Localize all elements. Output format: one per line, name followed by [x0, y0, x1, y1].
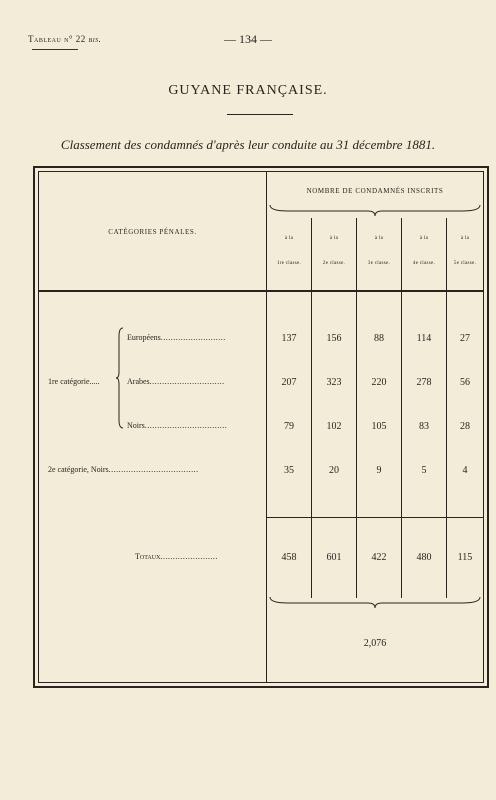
column-1-prefix: à la: [284, 236, 294, 241]
cell-arabes-3: 220: [371, 377, 387, 388]
cell-noirs-3: 105: [371, 421, 387, 432]
cell-noirs-4: 83: [419, 421, 429, 432]
row-header: CATÉGORIES PÉNALES.: [108, 228, 197, 236]
cell-noirs-5: 28: [460, 421, 470, 432]
cell-category-2-2: 20: [329, 465, 339, 476]
cell-category-2-3: 9: [376, 465, 382, 476]
table-reference-bis: bis.: [88, 34, 102, 44]
cell-arabes-1: 207: [281, 377, 297, 388]
cell-arabes-5: 56: [460, 377, 470, 388]
cell-category-2-4: 5: [421, 465, 427, 476]
group-brace: [268, 203, 482, 217]
cell-europeens-1: 137: [281, 333, 297, 344]
total-cell-1: 458: [281, 552, 297, 563]
grand-total: 2,076: [363, 638, 387, 649]
title-rule: [227, 114, 293, 115]
row-label-noirs: Noirs.................................: [127, 421, 228, 430]
col-divider-3: [401, 218, 402, 598]
page-title: GUYANE FRANÇAISE.: [168, 83, 328, 98]
col-divider-1: [311, 218, 312, 598]
cell-europeens-2: 156: [326, 333, 342, 344]
header-separator: [39, 290, 483, 292]
total-cell-4: 480: [416, 552, 432, 563]
totals-separator: [267, 517, 483, 518]
row-label-europeens: Européens..........................: [127, 333, 226, 342]
column-4-label: 4e classe.: [412, 261, 436, 266]
col-divider-2: [356, 218, 357, 598]
total-cell-2: 601: [326, 552, 342, 563]
totals-label: Totaux.......................: [135, 552, 218, 561]
col-divider-4: [446, 218, 447, 598]
cell-europeens-4: 114: [416, 333, 432, 344]
cell-noirs-2: 102: [326, 421, 342, 432]
cell-arabes-2: 323: [326, 377, 342, 388]
cell-noirs-1: 79: [284, 421, 294, 432]
row-label-category-2: 2e catégorie, Noirs....................................: [48, 465, 199, 474]
page-number: — 134 —: [224, 32, 272, 46]
cell-category-2-5: 4: [462, 465, 468, 476]
column-4-prefix: à la: [419, 236, 429, 241]
column-3-prefix: à la: [374, 236, 384, 241]
column-2-label: 2e classe.: [322, 261, 346, 266]
group-header: NOMBRE DE CONDAMNÉS INSCRITS: [306, 187, 444, 195]
cell-arabes-4: 278: [416, 377, 432, 388]
column-3-label: 3e classe.: [367, 261, 391, 266]
column-5-prefix: à la: [460, 236, 470, 241]
column-5-label: 5e classe.: [453, 261, 477, 266]
grand-total-brace: [268, 596, 482, 610]
header-rule: [32, 49, 78, 50]
total-cell-5: 115: [457, 552, 473, 563]
column-1-label: 1re classe.: [276, 261, 302, 266]
row-label-arabes: Arabes..............................: [127, 377, 225, 386]
page-subtitle: Classement des condamnés d'après leur conduite au 31 décembre 1881.: [60, 137, 436, 152]
column-2-prefix: à la: [329, 236, 339, 241]
cell-europeens-5: 27: [460, 333, 470, 344]
cell-europeens-3: 88: [374, 333, 384, 344]
category-1-label: 1re catégorie.....: [48, 377, 100, 386]
table-reference-label: Tableau n° 22: [28, 34, 86, 44]
cell-category-2-1: 35: [284, 465, 294, 476]
category-1-brace: [115, 326, 125, 430]
total-cell-3: 422: [371, 552, 387, 563]
